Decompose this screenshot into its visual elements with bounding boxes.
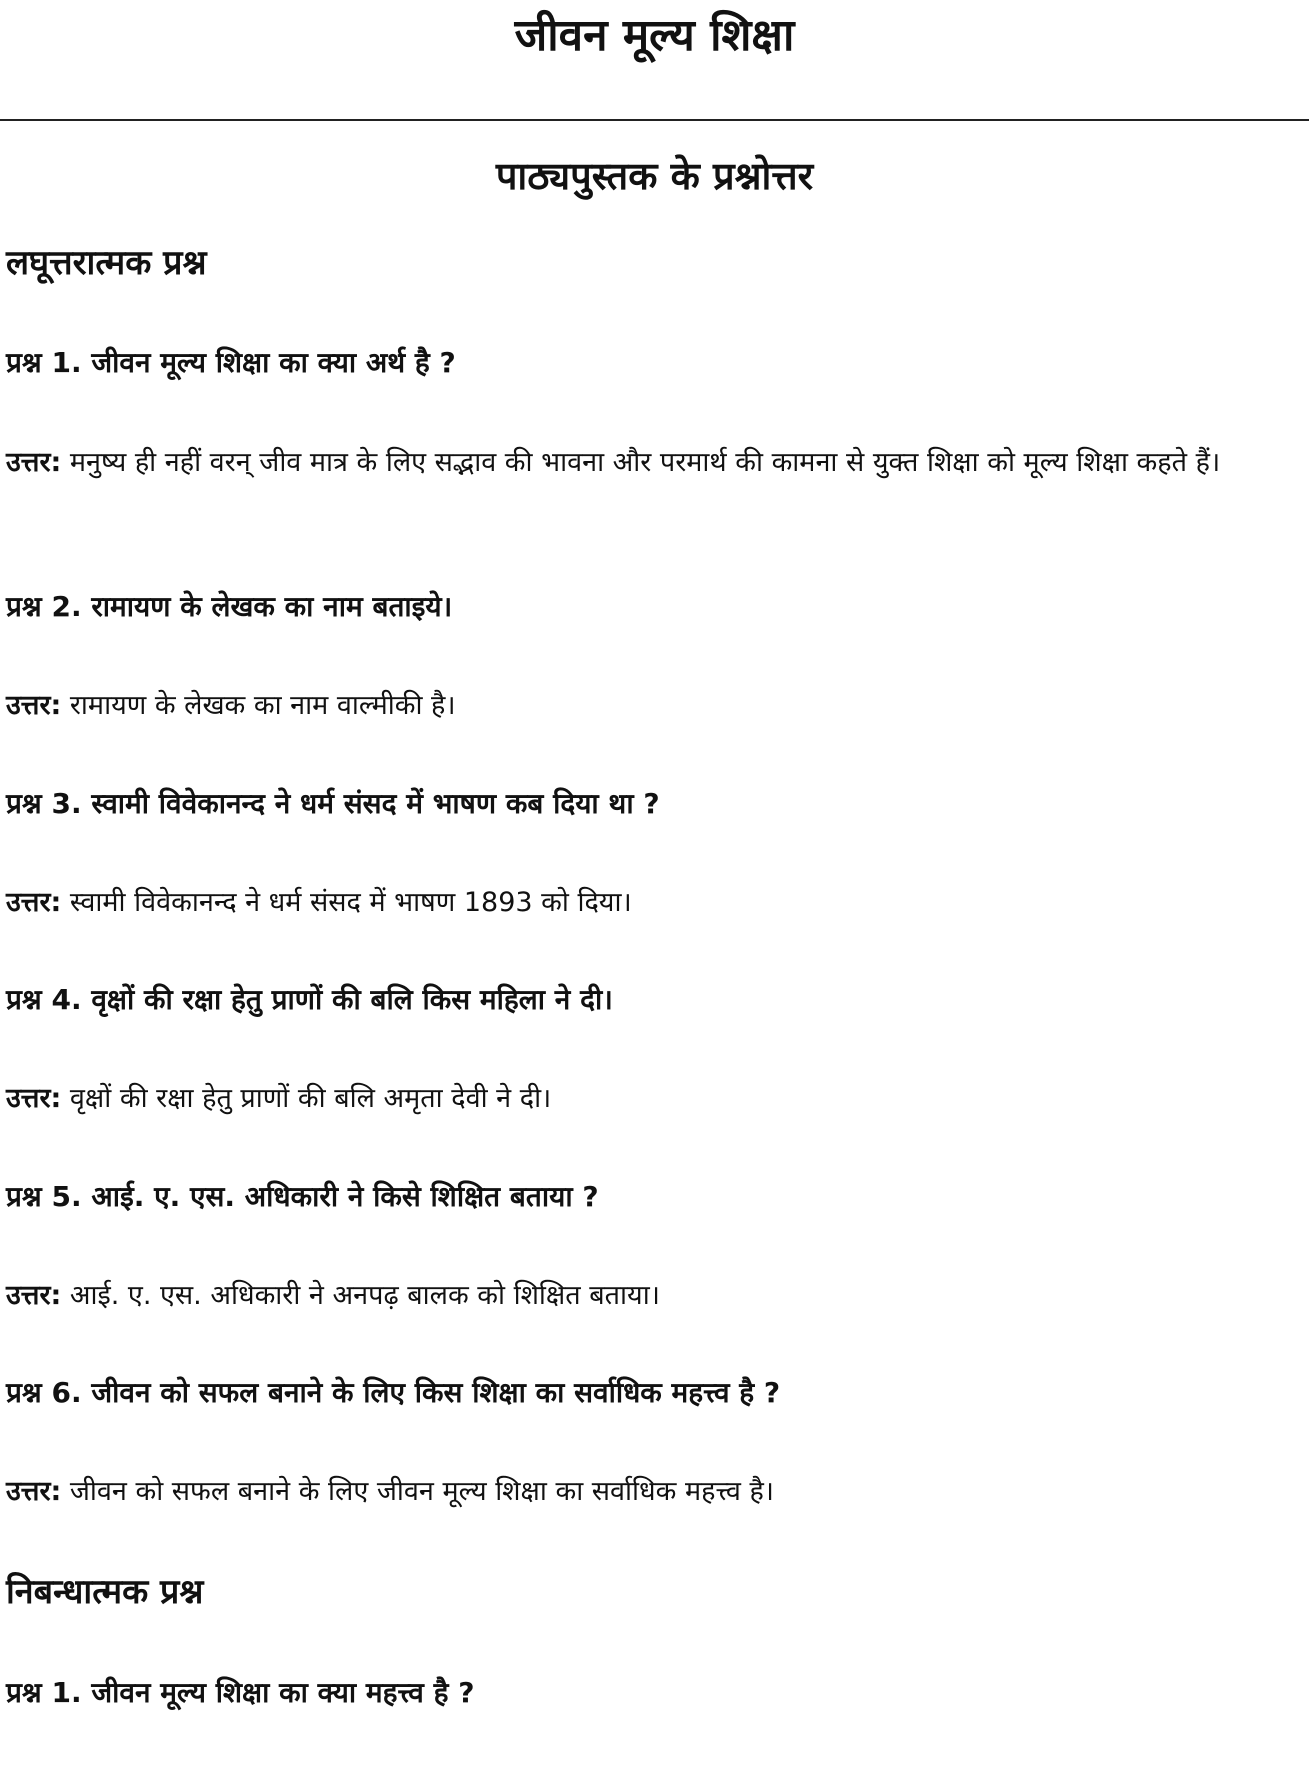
answer-text: रामायण के लेखक का नाम वाल्मीकी है। xyxy=(69,690,456,721)
question-4: प्रश्न 4. वृक्षों की रक्षा हेतु प्राणों की बलि किस महिला ने दी। xyxy=(6,983,613,1016)
question-2: प्रश्न 2. रामायण के लेखक का नाम बताइये। xyxy=(6,590,453,623)
section-heading-short-answer: लघूत्तरात्मक प्रश्न xyxy=(6,243,207,283)
answer-label: उत्तर: xyxy=(6,1476,62,1507)
title-divider xyxy=(0,119,1309,121)
answer-5 xyxy=(6,1275,1302,1316)
question-5: प्रश्न 5. आई. ए. एस. अधिकारी ने किसे शिक्षित बताया ? xyxy=(6,1180,599,1213)
page-subtitle: पाठ्यपुस्तक के प्रश्नोत्तर xyxy=(495,154,814,198)
answer-text: स्वामी विवेकानन्द ने धर्म संसद में भाषण 1893 को दिया। xyxy=(69,887,632,918)
answer-text: जीवन को सफल बनाने के लिए जीवन मूल्य शिक्षा का सर्वाधिक महत्त्व है। xyxy=(69,1476,775,1507)
answer-label: उत्तर: xyxy=(6,1280,62,1311)
answer-text: मनुष्य ही नहीं वरन् जीव मात्र के लिए सद्भाव की भावना और परमार्थ की कामना से युक्त शिक्षा को मूल्य शिक्षा कहते हैं। xyxy=(69,447,1221,478)
question-6: प्रश्न 6. जीवन को सफल बनाने के लिए किस शिक्षा का सर्वाधिक महत्त्व है ? xyxy=(6,1376,781,1409)
answer-3 xyxy=(6,882,1302,923)
answer-4 xyxy=(6,1078,1302,1119)
answer-text: वृक्षों की रक्षा हेतु प्राणों की बलि अमृता देवी ने दी। xyxy=(69,1083,552,1114)
answer-label: उत्तर: xyxy=(6,447,62,478)
answer-label: उत्तर: xyxy=(6,690,62,721)
answer-6 xyxy=(6,1471,1302,1512)
answer-label: उत्तर: xyxy=(6,887,62,918)
answer-text: आई. ए. एस. अधिकारी ने अनपढ़ बालक को शिक्षित बताया। xyxy=(69,1280,660,1311)
answer-2 xyxy=(6,685,1302,726)
question-1: प्रश्न 1. जीवन मूल्य शिक्षा का क्या अर्थ है ? xyxy=(6,346,456,379)
page-title: जीवन मूल्य शिक्षा xyxy=(514,10,795,61)
essay-question-1: प्रश्न 1. जीवन मूल्य शिक्षा का क्या महत्त्व है ? xyxy=(6,1676,475,1709)
section-heading-essay: निबन्धात्मक प्रश्न xyxy=(6,1572,204,1612)
answer-label: उत्तर: xyxy=(6,1083,62,1114)
answer-1 xyxy=(6,442,1302,483)
question-3: प्रश्न 3. स्वामी विवेकानन्द ने धर्म संसद में भाषण कब दिया था ? xyxy=(6,787,660,820)
